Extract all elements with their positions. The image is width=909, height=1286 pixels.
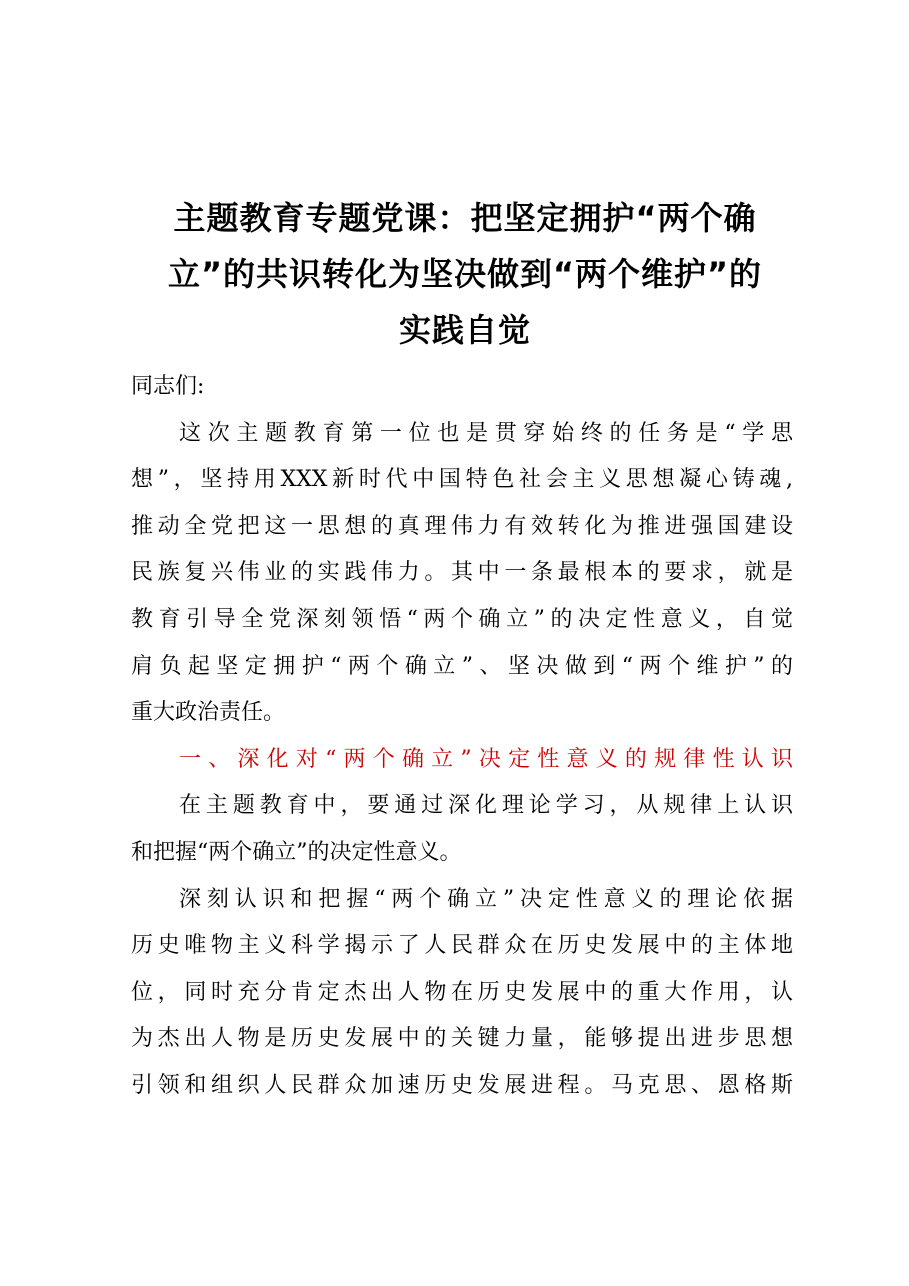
paragraph-line: 在主题教育中，要通过深化理论学习，从规律上认识	[179, 793, 793, 819]
paragraph-line: 想”，坚持用XXX新时代中国特色社会主义思想凝心铸魂,	[131, 467, 793, 493]
document-title	[120, 190, 810, 358]
paragraph-line: 肩负起坚定拥护“两个确立”、坚决做到“两个维护”的	[131, 653, 793, 679]
title-line: 实践自觉	[398, 311, 531, 349]
paragraph-line: 重大政治责任。	[131, 700, 286, 726]
paragraph-line: 深刻认识和把握“两个确立”决定性意义的理论依据	[179, 886, 793, 912]
paragraph-line: 民族复兴伟业的实践伟力。其中一条最根本的要求，就是	[131, 560, 793, 586]
paragraph-line: 推动全党把这一思想的真理伟力有效转化为推进强国建设	[131, 513, 793, 539]
document-body	[131, 364, 793, 1110]
paragraph-line: 引领和组织人民群众加速历史发展进程。马克思、恩格斯	[131, 1072, 793, 1098]
title-line: 主题教育专题党课：把坚定拥护“两个确	[173, 199, 757, 237]
salutation: 同志们:	[131, 374, 205, 399]
paragraph-line: 和把握“两个确立”的决定性意义。	[131, 839, 462, 865]
paragraph-line: 历史唯物主义科学揭示了人民群众在历史发展中的主体地	[131, 933, 793, 959]
title-line: 立”的共识转化为坚决做到“两个维护”的	[167, 255, 763, 293]
paragraph-line: 教育引导全党深刻领悟“两个确立”的决定性意义，自觉	[131, 606, 793, 632]
paragraph-line: 这次主题教育第一位也是贯穿始终的任务是“学思	[179, 420, 793, 446]
paragraph-line: 为杰出人物是历史发展中的关键力量，能够提出进步思想	[131, 1026, 793, 1052]
section-heading: 一、深化对“两个确立”决定性意义的规律性认识	[179, 746, 793, 772]
paragraph-line: 位，同时充分肯定杰出人物在历史发展中的重大作用，认	[131, 979, 793, 1005]
